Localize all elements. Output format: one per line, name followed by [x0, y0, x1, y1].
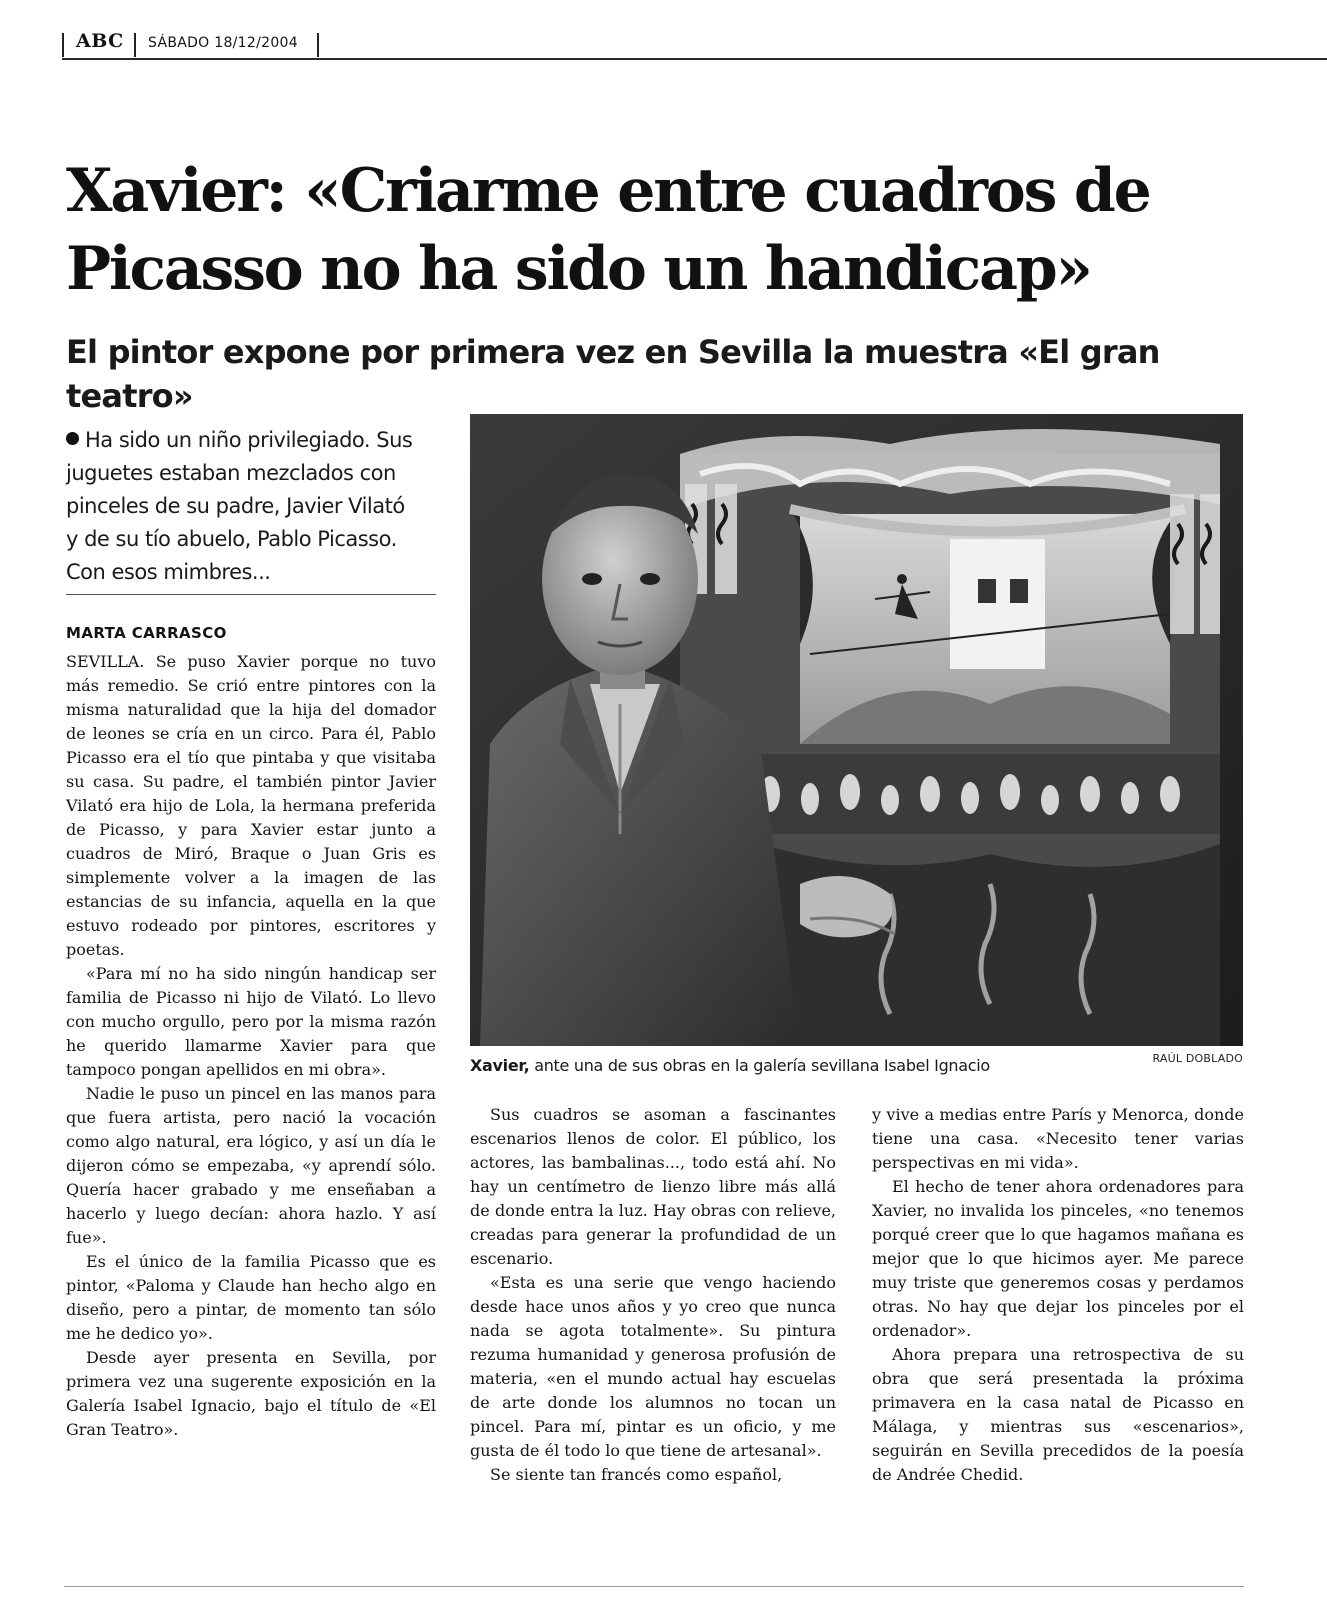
- masthead: [62, 28, 1327, 60]
- body-paragraph: Ahora prepara una retrospectiva de su obra que será presentada la próxima primavera en la casa natal de Picasso en Málaga, y mientras sus «escenarios», seguirán en Sevilla precedidos de la poesía de Andrée Chedid.: [872, 1345, 1244, 1484]
- newspaper-logo: ABC: [76, 30, 124, 52]
- masthead-divider: [134, 33, 136, 57]
- headline: Xavier: «Criarme entre cuadros de Picasso no ha sido un handicap»: [66, 156, 1150, 304]
- masthead-divider: [317, 33, 319, 57]
- body-paragraph: Es el único de la familia Picasso que es pintor, «Paloma y Claude han hecho algo en diseño, pero a pintar, de momento tan sólo me he dedico yo».: [66, 1252, 436, 1343]
- body-column-2: [470, 1103, 836, 1487]
- subheadline: El pintor expone por primera vez en Sevilla la muestra «El gran teatro»: [66, 333, 1160, 415]
- summary-text: Ha sido un niño privilegiado. Sus juguetes estaban mezclados con pinceles de su padre, Javier Vilató y de su tío abuelo, Pablo Picasso. Con esos mimbres...: [66, 428, 413, 584]
- body-paragraph: Sus cuadros se asoman a fascinantes escenarios llenos de color. El público, los actores, las bambalinas..., todo está ahí. No hay un centímetro de lienzo libre más allá de donde entra la luz. Hay obras con relieve, creadas para generar la profundidad de un escenario.: [470, 1105, 836, 1268]
- body-paragraph: SEVILLA. Se puso Xavier porque no tuvo más remedio. Se crió entre pintores con la misma naturalidad que la hija del domador de leones se cría en un circo. Para él, Pablo Picasso era el tío que pintaba y que visitaba su casa. Su padre, el también pintor Javier Vilató era hijo de Lola, la hermana preferida de Picasso, y para Xavier estar junto a cuadros de Miró, Braque o Juan Gris es simplemente volver a la imagen de las estancias de su infancia, aquella en la que estuvo rodeado por pintores, escritores y poetas.: [66, 652, 436, 959]
- body-paragraph: Desde ayer presenta en Sevilla, por primera vez una sugerente exposición en la Galería Isabel Ignacio, bajo el título de «El Gran Teatro».: [66, 1348, 436, 1439]
- body-paragraph: «Esta es una serie que vengo haciendo desde hace unos años y yo creo que nunca nada se agota totalmente». Su pintura rezuma humanidad y generosa profusión de materia, «en el mundo actual hay escuelas de arte donde los alumnos no tocan un pincel. Para mí, pintar es un oficio, y me gusta de él todo lo que tiene de artesanal».: [470, 1273, 836, 1460]
- masthead-divider: [62, 33, 64, 57]
- photo-credit: RAÚL DOBLADO: [1152, 1052, 1243, 1065]
- caption-name: Xavier,: [470, 1056, 530, 1075]
- article-summary: [66, 424, 438, 589]
- body-paragraph: Nadie le puso un pincel en las manos para que fuera artista, pero nació la vocación como algo natural, era lógico, y así un día le dijeron cómo se empezaba, «y aprendí sólo. Quería hacer grabado y me enseñaban a hacerlo y luego decían: ahora hazlo. Y así fue».: [66, 1084, 436, 1247]
- body-column-1: [66, 650, 436, 1442]
- body-column-3: [872, 1103, 1244, 1487]
- caption-text: ante una de sus obras en la galería sevillana Isabel Ignacio: [529, 1056, 990, 1075]
- summary-divider: [66, 594, 436, 595]
- body-paragraph: Se siente tan francés como español,: [490, 1465, 783, 1484]
- footer-divider: [64, 1586, 1244, 1587]
- photo-caption: [470, 1056, 1080, 1075]
- body-paragraph: y vive a medias entre París y Menorca, donde tiene una casa. «Necesito tener varias perspectivas en mi vida».: [872, 1105, 1244, 1172]
- body-paragraph: El hecho de tener ahora ordenadores para Xavier, no invalida los pinceles, «no tenemos porqué creer que lo que hagamos mañana es mejor que lo que hicimos ayer. Me parece muy triste que generemos cosas y perdamos otras. No hay que dejar los pinceles por el ordenador».: [872, 1177, 1244, 1340]
- article-photo: [470, 414, 1243, 1046]
- issue-date: SÁBADO 18/12/2004: [148, 35, 298, 51]
- photo-illustration: [470, 414, 1243, 1046]
- bullet-dot-icon: [66, 432, 79, 445]
- body-paragraph: «Para mí no ha sido ningún handicap ser familia de Picasso ni hijo de Vilató. Lo llevo con mucho orgullo, pero por la misma razón he querido llamarme Xavier para que tampoco pongan apellidos en mi obra».: [66, 964, 436, 1079]
- byline: MARTA CARRASCO: [66, 624, 227, 642]
